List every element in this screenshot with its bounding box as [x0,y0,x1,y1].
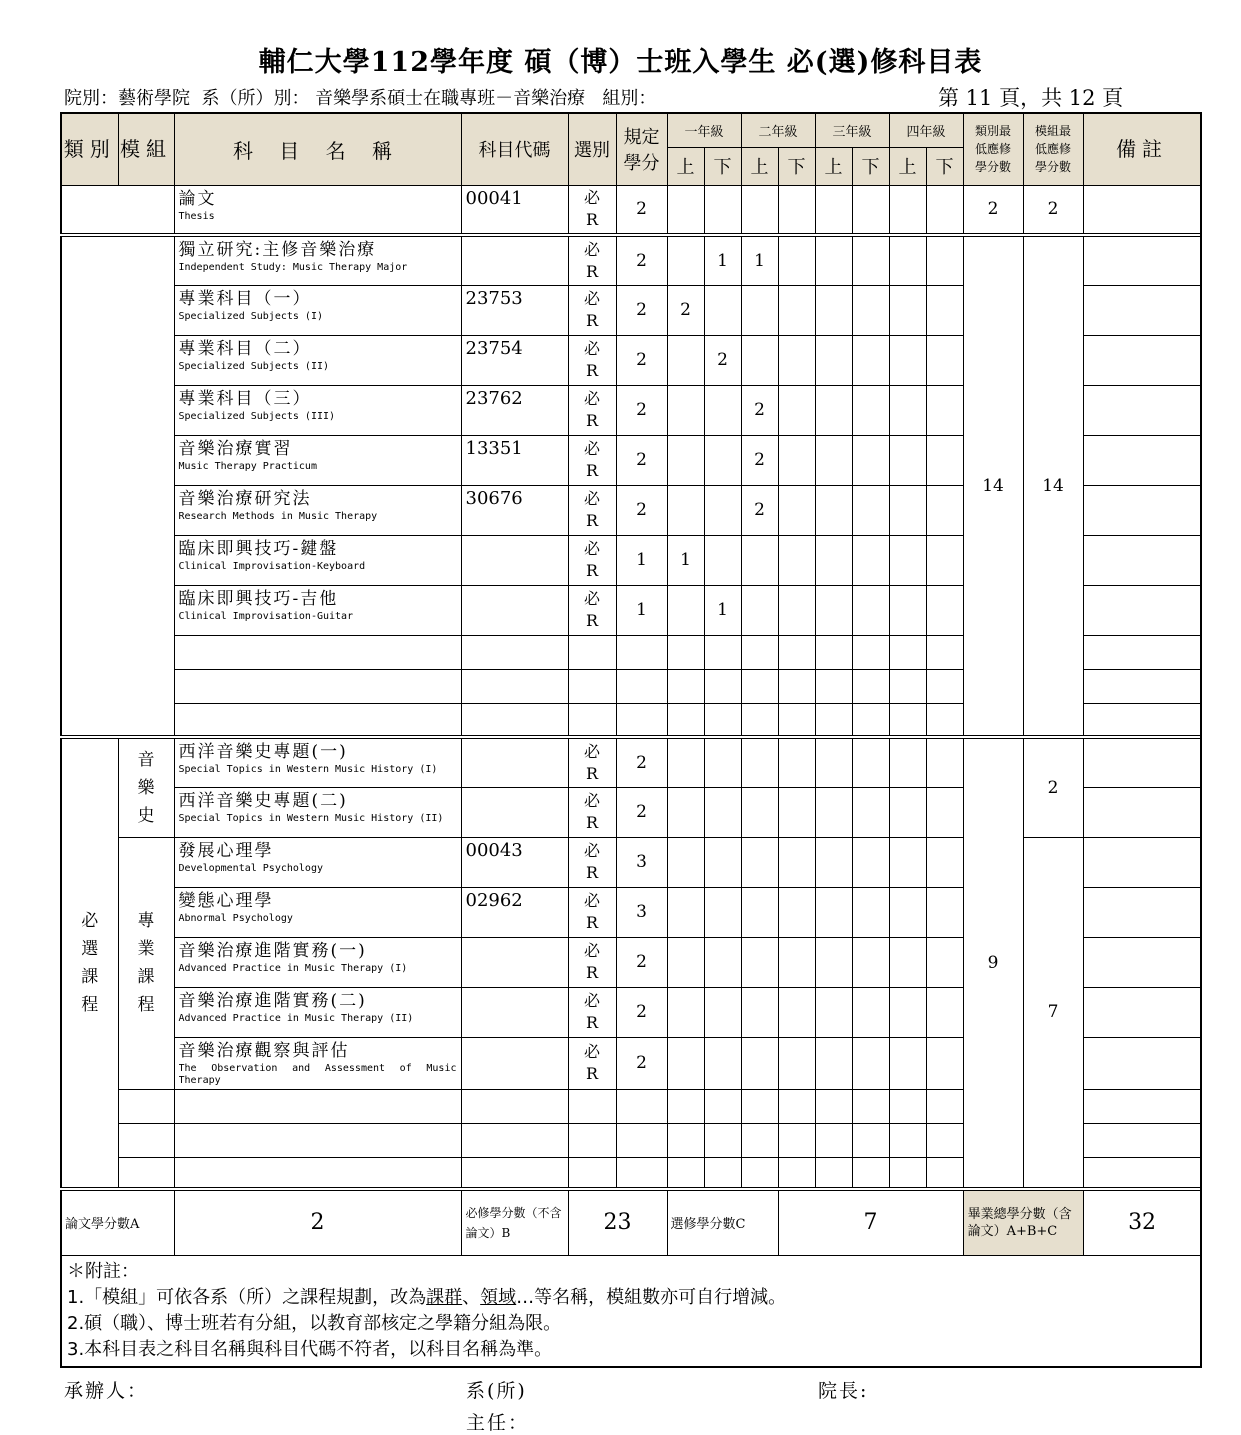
elective-credits-value: 7 [778,1189,963,1255]
course-credits: 2 [616,1037,667,1089]
course-name-zh: 發展心理學 [178,840,274,861]
notes-row [61,1255,1201,1367]
y1-lower-credits: 2 [704,335,741,385]
page-title: 輔仁大學112學年度 碩（博）士班入學生 必(選)修科目表 [258,47,983,78]
header-module-min: 模組最 低應修 學分數 [1023,113,1083,185]
course-name-en: Specialized Subjects (III) [178,410,336,422]
course-type: 必 R [568,435,616,485]
header-category: 類別 [61,113,118,185]
course-code [461,787,568,837]
course-type: 必 R [568,335,616,385]
course-code [461,1037,568,1089]
header-y4-lower: 下 [926,147,963,185]
table-row [61,837,1201,887]
course-name-zh: 音樂治療觀察與評估 [178,1040,350,1061]
course-type: 必 R [568,235,616,285]
table-row [61,235,1201,285]
course-name-zh: 西洋音樂史專題(二) [178,790,348,811]
category-min-credits: 14 [963,235,1023,737]
notes-heading: ＊附註： [67,1260,139,1282]
course-name-en: Special Topics in Western Music History (II) [178,812,444,824]
course-type: 必 R [568,485,616,535]
course-name-zh: 臨床即興技巧-鍵盤 [178,538,339,559]
course-credits: 3 [616,887,667,937]
y1-upper-credits [667,585,704,635]
thesis-credits-label: 論文學分數A [61,1189,174,1255]
course-credits: 2 [616,285,667,335]
course-code: 00041 [461,185,568,235]
department-info: 院別：藝術學院 系（所）別： 音樂學系碩士在職專班－音樂治療 組別： [64,88,657,109]
course-code: 00043 [461,837,568,887]
course-name-zh: 論文 [178,188,217,209]
module-min-credits: 2 [1023,737,1083,837]
y1-upper-credits [667,385,704,435]
course-name-en: Advanced Practice in Music Therapy (I) [178,962,408,974]
course-type: 必 R [568,787,616,837]
course-type: 必 R [568,987,616,1037]
course-credits: 2 [616,435,667,485]
signature-director: 主任： [466,1412,530,1434]
course-name-en: Music Therapy Practicum [178,460,317,472]
course-type: 必 R [568,535,616,585]
course-type: 必 R [568,185,616,235]
header-year1: 一年級 [667,113,741,147]
course-name-zh: 音樂治療實習 [178,438,293,459]
course-type: 必 R [568,887,616,937]
course-name-zh: 變態心理學 [178,890,274,911]
signature-dean: 院長: [818,1380,869,1402]
course-code [461,737,568,787]
module-label-professional: 專 業 課 程 [118,837,174,1089]
y1-lower-credits [704,435,741,485]
header-type: 選別 [568,113,616,185]
header-y3-lower: 下 [852,147,889,185]
notes [61,1255,1201,1367]
course-name-en: Developmental Psychology [178,862,323,874]
course-type: 必 R [568,385,616,435]
header-category-min: 類別最 低應修 學分數 [963,113,1023,185]
note-3: 3.本科目表之科目名稱與科目代碼不符者，以科目名稱為準。 [67,1338,553,1360]
header-year2: 二年級 [741,113,815,147]
course-code [461,585,568,635]
y2-upper-credits [741,285,778,335]
course-name-en: Clinical Improvisation-Keyboard [178,560,366,572]
course-code: 23762 [461,385,568,435]
course-name-zh: 專業科目（一） [178,288,312,309]
course-type: 必 R [568,585,616,635]
course-credits: 1 [616,535,667,585]
header-module: 模組 [118,113,174,185]
course-type: 必 R [568,285,616,335]
y1-lower-credits [704,285,741,335]
course-code [461,987,568,1037]
course-name-zh: 專業科目（二） [178,338,312,359]
course-type: 必 R [568,937,616,987]
thesis-credits-value: 2 [174,1189,461,1255]
header-credits: 規定學分 [616,113,667,185]
course-credits: 2 [616,787,667,837]
signature-dept: 系(所) [466,1380,527,1402]
header-remarks: 備註 [1083,113,1201,185]
y1-upper-credits: 1 [667,535,704,585]
y1-lower-credits [704,535,741,585]
course-credits: 2 [616,335,667,385]
y1-upper-credits [667,485,704,535]
thesis-row [61,185,1201,235]
course-type: 必 R [568,837,616,887]
course-code: 23754 [461,335,568,385]
y2-upper-credits: 2 [741,385,778,435]
table-row [61,737,1201,787]
course-code [461,235,568,285]
course-name-en: The Observation and Assessment of Music Therapy [178,1062,457,1086]
remarks-cell [1083,185,1201,235]
course-name-zh: 臨床即興技巧-吉他 [178,588,339,609]
note-1: 1.「模組」可依各系（所）之課程規劃，改為課群、領域…等名稱，模組數亦可自行增減。 [67,1286,787,1308]
course-name-en: Advanced Practice in Music Therapy (II) [178,1012,414,1024]
course-name-en: Abnormal Psychology [178,912,293,924]
module-min-credits: 7 [1023,837,1083,1189]
course-name-zh: 音樂治療研究法 [178,488,312,509]
header-y2-upper: 上 [741,147,778,185]
elective-credits-label: 選修學分數C [667,1189,778,1255]
y2-upper-credits: 1 [741,235,778,285]
header-y1-lower: 下 [704,147,741,185]
course-type: 必 R [568,1037,616,1089]
page-number: 第 11 頁，共 12 頁 [938,86,1124,110]
module-label-music-history: 音 樂 史 [118,737,174,837]
course-code: 23753 [461,285,568,335]
y1-lower-credits: 1 [704,585,741,635]
course-credits: 2 [616,385,667,435]
course-code [461,535,568,585]
course-name-en: Specialized Subjects (I) [178,310,323,322]
course-credits: 1 [616,585,667,635]
signature-handler: 承辦人： [64,1380,149,1402]
course-credits: 2 [616,185,667,235]
y1-lower-credits: 1 [704,235,741,285]
course-code: 30676 [461,485,568,535]
header-course-name: 科 目 名 稱 [174,113,461,185]
y1-lower-credits [704,385,741,435]
module-min-credits: 14 [1023,235,1083,737]
category-min-credits: 9 [963,737,1023,1189]
course-name-en: Special Topics in Western Music History (I) [178,764,438,775]
course-name-zh: 專業科目（三） [178,388,312,409]
course-credits: 2 [616,485,667,535]
course-credits: 2 [616,737,667,787]
course-credits: 2 [616,937,667,987]
course-credits: 2 [616,235,667,285]
course-name-en: Specialized Subjects (II) [178,360,330,372]
category-min-credits: 2 [963,185,1023,235]
required-credits-label: 必修學分數（不含論文）B [461,1189,568,1255]
note-2: 2.碩（職）、博士班若有分組，以教育部核定之學籍分組為限。 [67,1312,562,1334]
y2-upper-credits: 2 [741,485,778,535]
header-year3: 三年級 [815,113,889,147]
course-credits: 2 [616,987,667,1037]
course-name-zh: 音樂治療進階實務(一) [178,940,367,961]
course-name-en: Research Methods in Music Therapy [178,510,378,522]
course-name-zh: 獨立研究:主修音樂治療 [178,240,377,260]
course-credits: 3 [616,837,667,887]
header-y4-upper: 上 [889,147,926,185]
course-name-zh: 音樂治療進階實務(二) [178,990,367,1011]
course-code [461,937,568,987]
header-year4: 四年級 [889,113,963,147]
header-y2-lower: 下 [778,147,815,185]
y1-upper-credits [667,335,704,385]
header-course-code: 科目代碼 [461,113,568,185]
course-type: 必 R [568,737,616,787]
category-label: 必 選 課 程 [61,737,118,1189]
y2-upper-credits: 2 [741,435,778,485]
course-table [60,112,1202,1368]
y2-upper-credits [741,535,778,585]
course-name-zh: 西洋音樂史專題(一) [178,742,348,762]
graduation-credits-value: 32 [1083,1189,1201,1255]
graduation-credits-label: 畢業總學分數（含論文）A+B+C [963,1189,1083,1255]
course-code: 02962 [461,887,568,937]
y1-upper-credits [667,435,704,485]
course-name-en: Thesis [178,210,215,222]
course-name-en: Independent Study: Music Therapy Major [178,262,408,273]
y1-upper-credits: 2 [667,285,704,335]
course-code: 13351 [461,435,568,485]
module-min-credits: 2 [1023,185,1083,235]
required-credits-value: 23 [568,1189,667,1255]
y1-upper-credits [667,235,704,285]
course-name-en: Clinical Improvisation-Guitar [178,610,354,622]
totals-row [61,1189,1201,1255]
header-y3-upper: 上 [815,147,852,185]
y2-upper-credits [741,335,778,385]
y1-lower-credits [704,485,741,535]
y2-upper-credits [741,585,778,635]
header-y1-upper: 上 [667,147,704,185]
